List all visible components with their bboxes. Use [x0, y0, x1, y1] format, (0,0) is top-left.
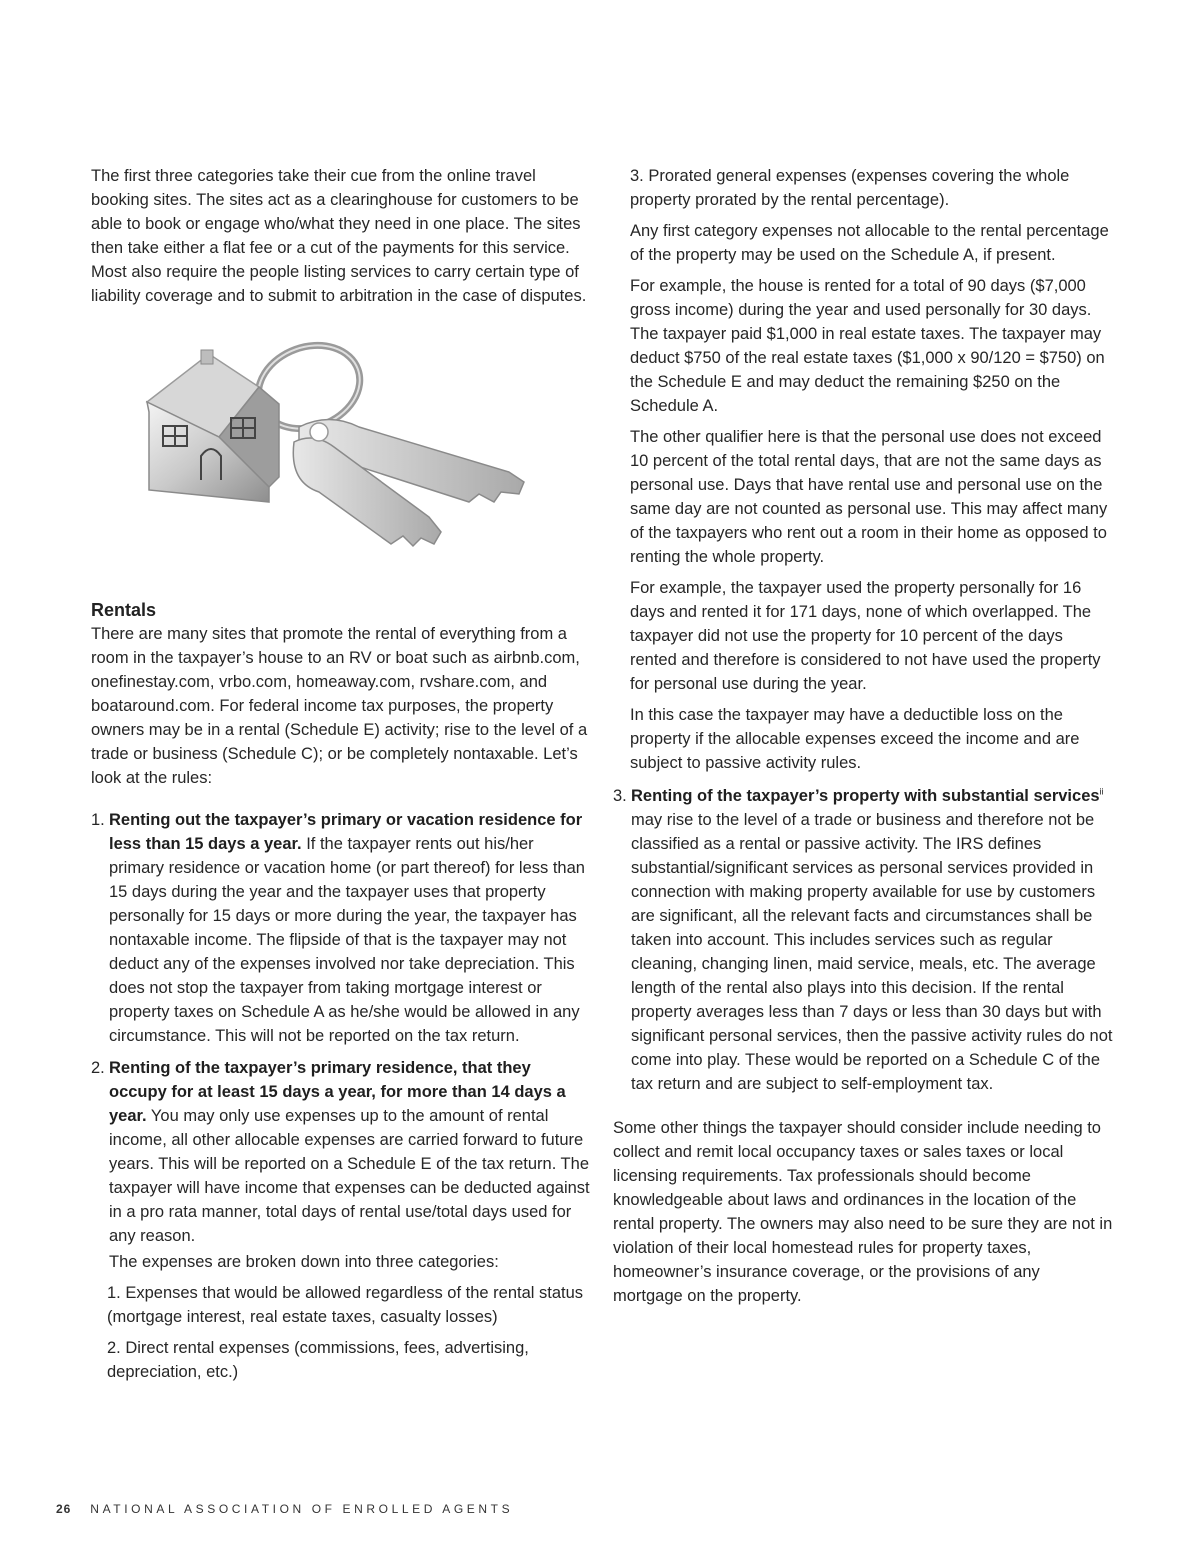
- page-number: 26: [56, 1502, 72, 1516]
- item-lead: Renting out the taxpayer’s primary or vacation residence for less than 15 days a year.: [109, 811, 583, 853]
- example-1-paragraph: For example, the house is rented for a total of 90 days ($7,000 gross income) during the year and used personally for 30 days. The taxpayer paid $1,000 in real estate taxes. The taxpayer may deduct $750 of the real estate taxes ($1,000 x 90/120 = $750) on the Schedule E and may deduct the remaining $250 on the Schedule A.: [630, 277, 1105, 415]
- list-item: [91, 808, 591, 1048]
- intro-paragraph: The first three categories take their cue from the online travel booking sites. The sites act as a clearinghouse for customers to be able to book or engage who/what they need in one place. The sites then take either a flat fee or a cut of the payments for this service. Most also require the people listing services to carry certain type of liability coverage and to submit to arbitration in the case of disputes.: [91, 167, 587, 305]
- list-item: [613, 784, 1113, 1096]
- house-keychain-photo: [129, 332, 549, 582]
- closing-paragraph: Some other things the taxpayer should consider include needing to collect and remit local occupancy taxes or sales taxes or local licensing requirements. Tax professionals should become knowledgeable about laws and ordinances in the location of the rental property. The owners may also need to be sure they are not in violation of their local homestead rules for property taxes, homeowner’s insurance coverage, or the provisions of any mortgage on the property.: [613, 1119, 1113, 1305]
- category-1: 1. Expenses that would be allowed regardless of the rental status (mortgage interest, real estate taxes, casualty losses): [107, 1284, 584, 1326]
- item-number: 3.: [613, 787, 627, 805]
- item-body: You may only use expenses up to the amount of rental income, all other allocable expenses are carried forward to future years. This will be reported on a Schedule E of the tax return. The taxpayer will have income that expenses can be deducted against in a pro rata manner, total days of rental use/total days used for any reason.: [109, 1107, 590, 1245]
- example-2-paragraph: For example, the taxpayer used the property personally for 16 days and rented it for 171 days, none of which overlapped. The taxpayer did not use the property for 10 percent of the days rented and therefore is considered to not have used the property for personal use during the year.: [630, 579, 1101, 693]
- item-lead: Renting of the taxpayer’s primary residence, that they occupy for at least 15 days a year, for more than 14 days a year.: [109, 1059, 566, 1125]
- item-lead: Renting of the taxpayer’s property with substantial services: [631, 787, 1100, 805]
- deductible-loss-paragraph: In this case the taxpayer may have a deductible loss on the property if the allocable expenses exceed the income and are subject to passive activity rules.: [630, 706, 1080, 772]
- item-number: 2.: [91, 1059, 105, 1077]
- page-footer: [56, 1502, 513, 1516]
- expense-categories: [109, 1250, 591, 1384]
- right-column: [613, 164, 1113, 1315]
- rentals-paragraph: There are many sites that promote the rental of everything from a room in the taxpayer’s house to an RV or boat such as airbnb.com, onefinestay.com, vrbo.com, homeaway.com, rvshare.com, and boataround.com. For federal income tax purposes, the property owners may be in a rental (Schedule E) activity; rise to the level of a trade or business (Schedule C); or be completely nontaxable. Let’s look at the rules:: [91, 625, 588, 787]
- house-key-illustration: [129, 332, 549, 582]
- left-column: [91, 164, 591, 1392]
- category-3: 3. Prorated general expenses (expenses covering the whole property prorated by the rental percentage).: [630, 167, 1070, 209]
- publication-name: NATIONAL ASSOCIATION OF ENROLLED AGENTS: [90, 1502, 514, 1516]
- categories-intro: The expenses are broken down into three categories:: [109, 1253, 499, 1271]
- rental-rules-list: [91, 808, 591, 1384]
- first-category-paragraph: Any first category expenses not allocable to the rental percentage of the property may be used on the Schedule A, if present.: [630, 222, 1109, 264]
- item-body: If the taxpayer rents out his/her primary residence or vacation home (or part thereof) for less than 15 days during the year and the taxpayer uses that property personally for 15 days or more during the year, the taxpayer has nontaxable income. The flipside of that is the taxpayer may not deduct any of the expenses involved nor take depreciation. This does not stop the taxpayer from taking mortgage interest or property taxes on Schedule A as he/she would be allowed in any circumstance. This will not be reported on the tax return.: [109, 835, 585, 1045]
- item-body: may rise to the level of a trade or business and therefore not be classified as a rental or passive activity. The IRS defines substantial/significant services as personal services provided in connection with making property available for use by customers are significant, all the relevant facts and circumstances shall be taken into account. This includes services such as regular cleaning, changing linen, maid service, meals, etc. The average length of the rental also plays into this decision. If the rental property averages less than 7 days or less than 30 days but with significant personal services, then the passive activity rules do not come into play. These would be reported on a Schedule C of the tax return and are subject to self-employment tax.: [631, 811, 1113, 1093]
- item-number: 1.: [91, 811, 105, 829]
- category-2: 2. Direct rental expenses (commissions, fees, advertising, depreciation, etc.): [107, 1339, 529, 1381]
- qualifier-paragraph: The other qualifier here is that the personal use does not exceed 10 percent of the total rental days, that are not the same days as personal use. Days that have rental use and personal use on the same day are not counted as personal use. This may affect many of the taxpayers who rent out a room in their home as opposed to renting the whole property.: [630, 428, 1108, 566]
- footnote-marker: ii: [1099, 786, 1104, 797]
- list-item: [91, 1056, 591, 1384]
- rentals-heading: Rentals: [91, 600, 157, 620]
